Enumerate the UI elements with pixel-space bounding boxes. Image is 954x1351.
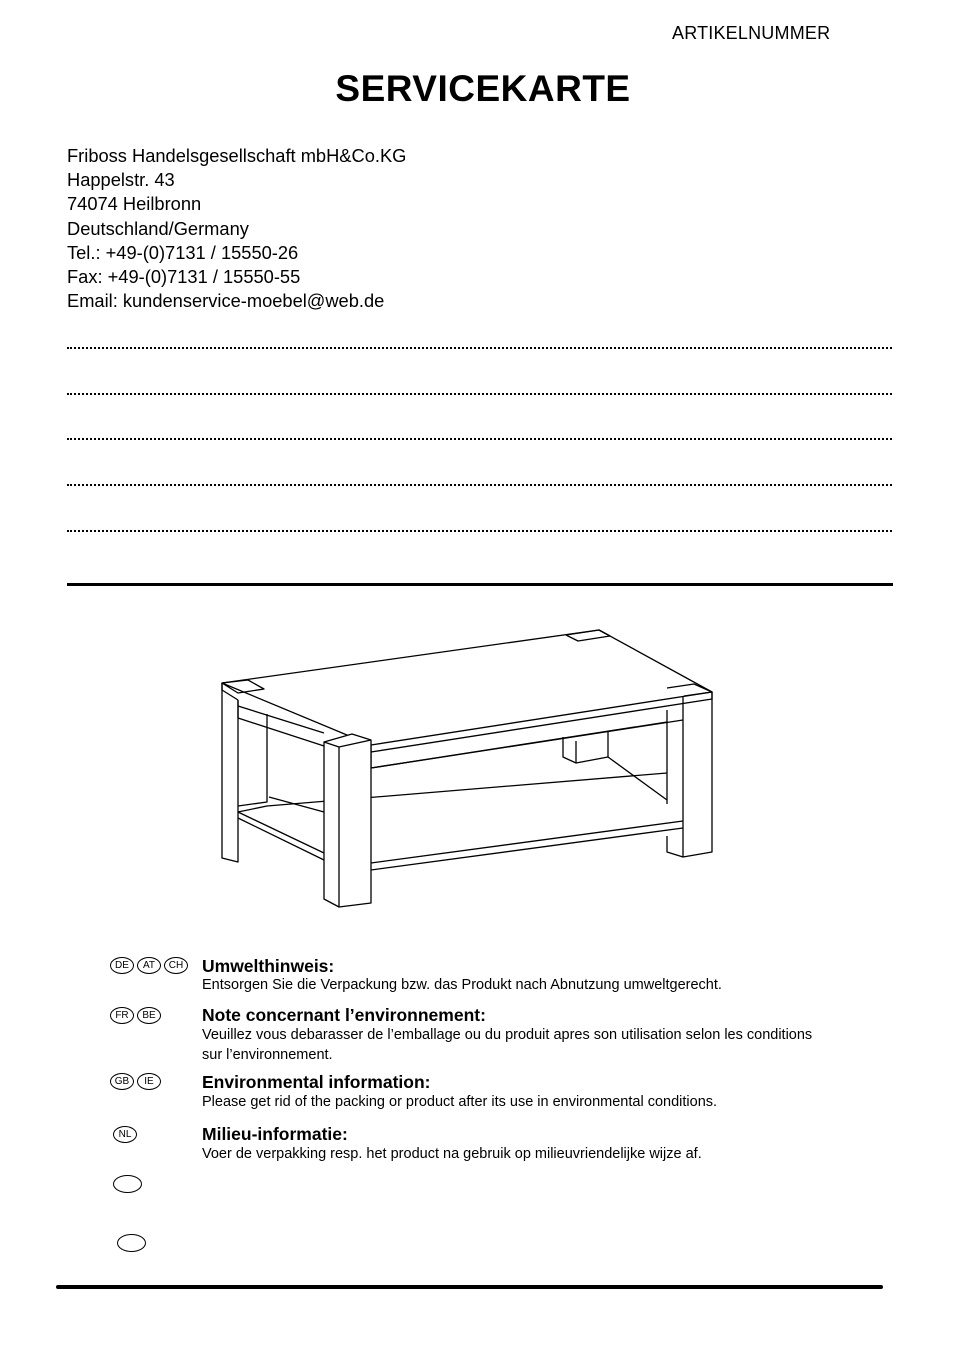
country-badge: GB (110, 1073, 134, 1090)
country-badge: CH (164, 957, 188, 974)
dotted-write-line-2[interactable] (67, 393, 892, 395)
env-title-gb: Environmental information: (202, 1072, 431, 1092)
address-phone: Tel.: +49-(0)7131 / 15550-26 (67, 241, 299, 263)
country-badge: IE (137, 1073, 161, 1090)
address-fax: Fax: +49-(0)7131 / 15550-55 (67, 266, 301, 288)
address-country: Deutschland/Germany (67, 217, 249, 239)
country-badge: DE (110, 957, 134, 974)
address-city: 74074 Heilbronn (67, 193, 202, 215)
country-badge: FR (110, 1007, 134, 1024)
env-body-gb: Please get rid of the packing or product after its use in environmental conditions. (202, 1094, 718, 1110)
country-badges-fr (110, 1007, 161, 1024)
address-email: Email: kundenservice-moebel@web.de (67, 290, 385, 312)
coffee-table-drawing (210, 620, 730, 920)
env-body-fr: Veuillez vous debarasser de l’emballage ou du produit apres son utilisation selon les conditions sur l’environnement. (202, 1027, 813, 1063)
page-title: SERVICEKARTE (335, 68, 631, 109)
address-street: Happelstr. 43 (67, 169, 175, 191)
env-title-nl: Milieu-informatie: (202, 1124, 348, 1144)
env-body-de: Entsorgen Sie die Verpackung bzw. das Produkt nach Abnutzung umweltgerecht. (202, 977, 722, 993)
dotted-write-line-5[interactable] (67, 530, 892, 532)
country-badge: BE (137, 1007, 161, 1024)
address-company: Friboss Handelsgesellschaft mbH&Co.KG (67, 145, 407, 166)
country-badge: NL (113, 1126, 137, 1143)
env-body-nl: Voer de verpakking resp. het product na gebruik op milieuvriendelijke wijze af. (202, 1146, 702, 1162)
env-title-de: Umwelthinweis: (202, 956, 335, 976)
article-number-label: ARTIKELNUMMER (672, 23, 831, 43)
country-badges-gb (110, 1073, 161, 1090)
dotted-write-line-3[interactable] (67, 438, 892, 440)
env-title-fr: Note concernant l’environnement: (202, 1005, 486, 1025)
country-badges-nl (113, 1126, 137, 1143)
empty-country-badge-2 (117, 1234, 146, 1257)
empty-country-badge-1 (113, 1175, 142, 1198)
section-divider (67, 583, 893, 586)
bottom-divider (56, 1285, 883, 1289)
company-address (67, 144, 406, 313)
dotted-write-line-4[interactable] (67, 484, 892, 486)
dotted-write-line-1[interactable] (67, 347, 892, 349)
country-badge: AT (137, 957, 161, 974)
country-badges-de (110, 957, 188, 974)
